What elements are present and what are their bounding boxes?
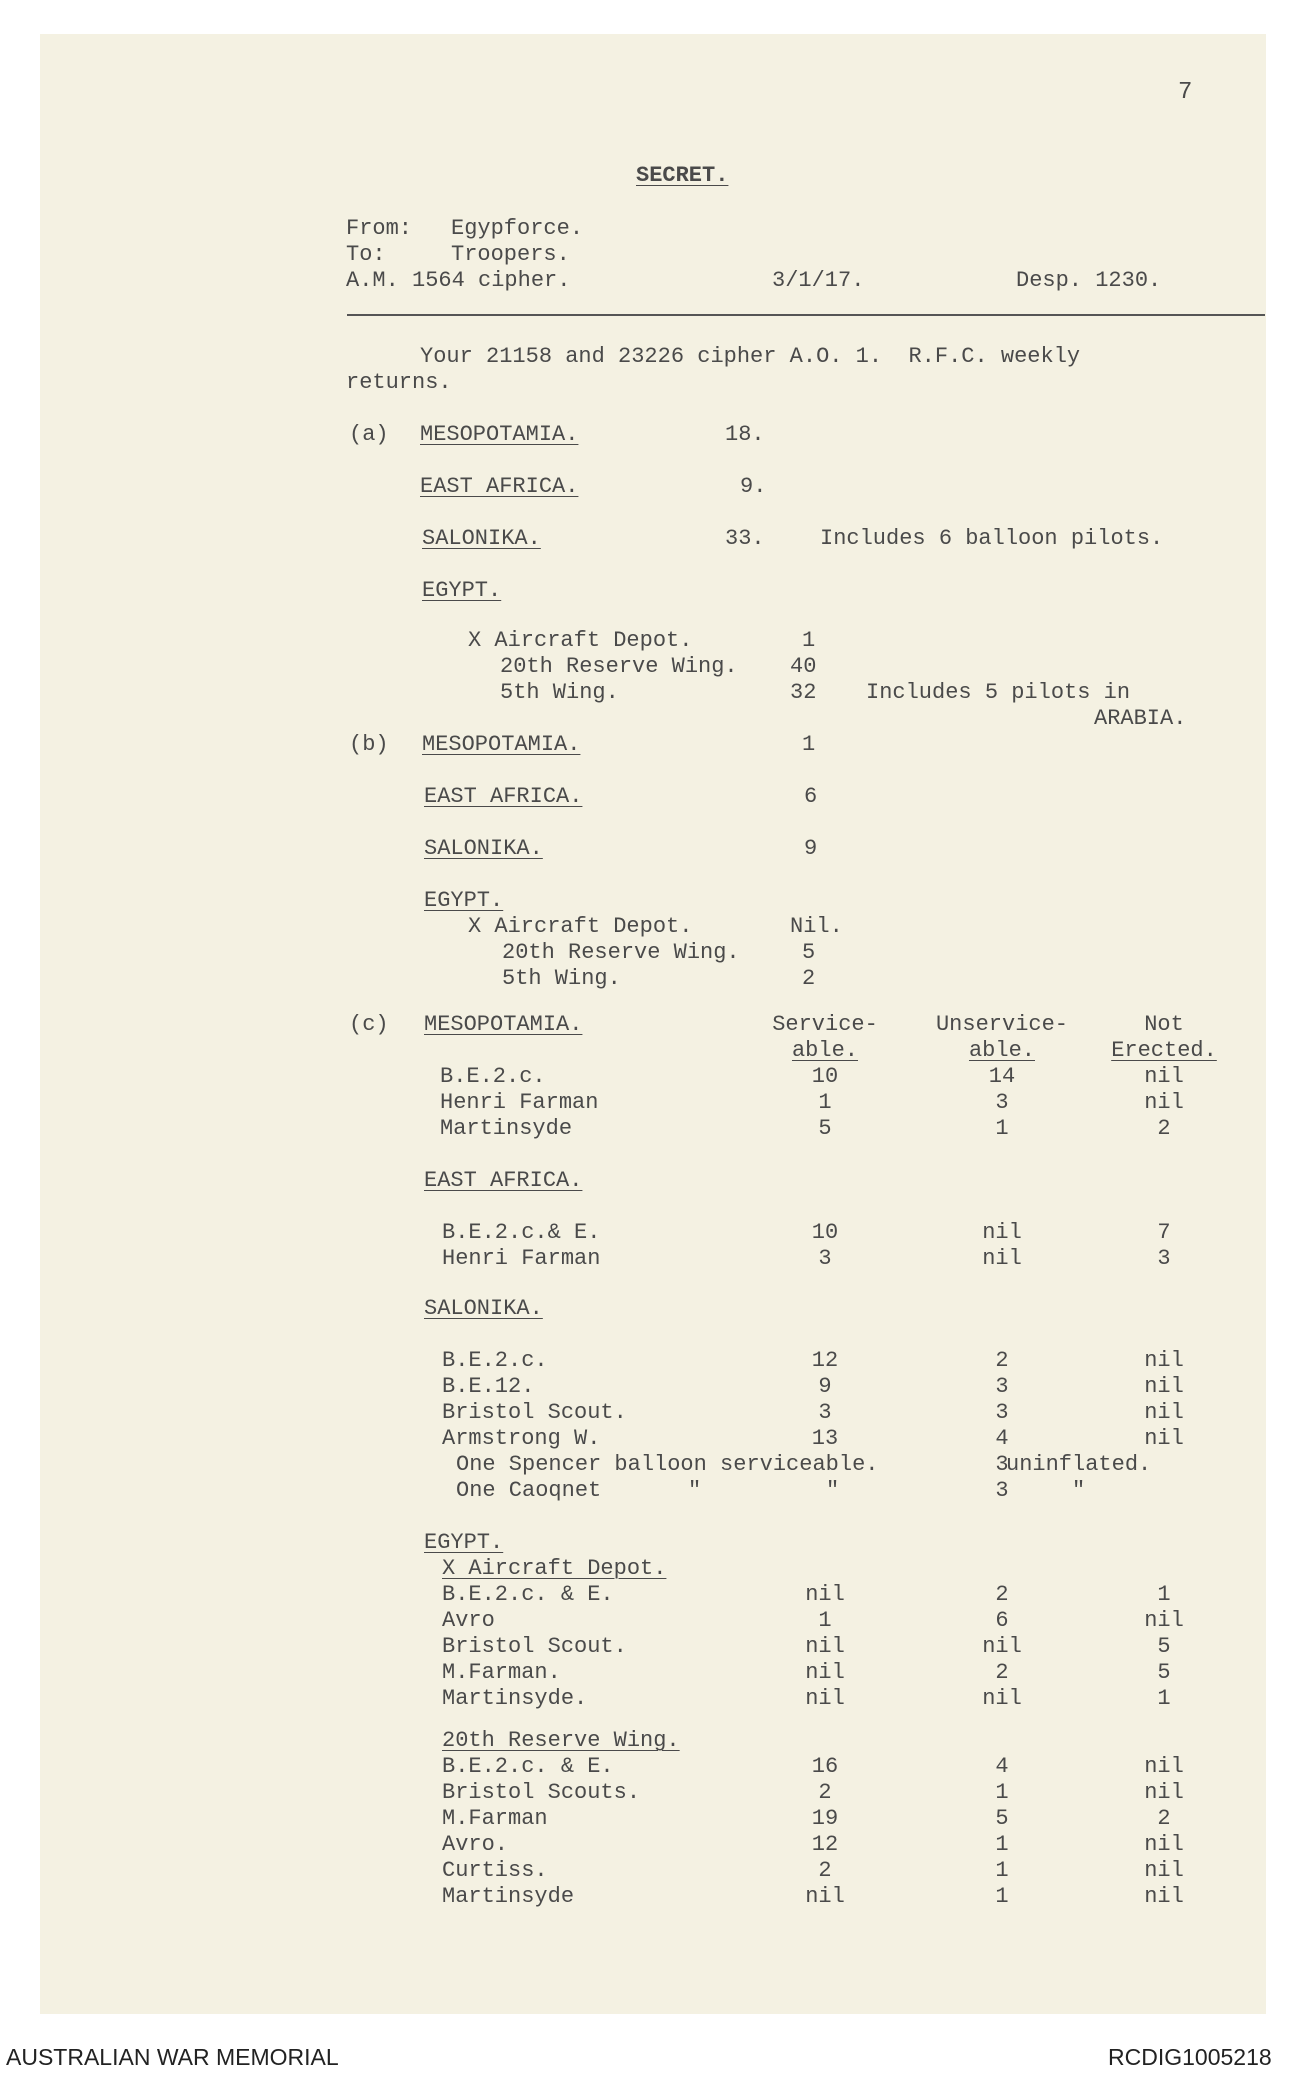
a-egypt-item-name: X Aircraft Depot. (468, 628, 693, 653)
table-cell-not-erected: 1 (1157, 1582, 1171, 1607)
table-row-name: B.E.2.c. & E. (442, 1754, 614, 1779)
table-row-name: Armstrong W. (442, 1426, 601, 1451)
b-egypt-item-name: 5th Wing. (502, 966, 621, 991)
a-salonika-value: 33. (725, 526, 765, 551)
footer-record-id: RCDIG1005218 (1108, 2044, 1272, 2070)
table-cell-unserviceable: 4 (995, 1426, 1009, 1451)
table-cell-not-erected: 1 (1157, 1686, 1171, 1711)
table-row-name: B.E.12. (442, 1374, 535, 1399)
table-cell-not-erected: nil (1144, 1090, 1184, 1115)
balloon-line-1-count: 3 (995, 1452, 1009, 1477)
intro-line-1: Your 21158 and 23226 cipher A.O. 1. R.F.C. weekly (420, 344, 1081, 369)
b-egypt-label: EGYPT. (424, 888, 504, 913)
b-east-africa-label: EAST AFRICA. (424, 784, 583, 809)
balloon-line-2-count: 3 (995, 1478, 1009, 1503)
page-number: 7 (1178, 79, 1193, 106)
table-cell-unserviceable: 2 (995, 1348, 1009, 1373)
table-cell-unserviceable: 3 (995, 1090, 1009, 1115)
table-cell-not-erected: nil (1144, 1348, 1184, 1373)
table-row-name: Avro. (442, 1832, 509, 1857)
table-cell-serviceable: nil (805, 1582, 845, 1607)
balloon-line-1-note: uninflated. (1006, 1452, 1152, 1477)
col-unserviceable-header-2: able. (968, 1038, 1035, 1063)
table-cell-unserviceable: 1 (995, 1780, 1009, 1805)
balloon-line-2-name: One Caoqnet (456, 1478, 602, 1503)
a-east-africa-value: 9. (740, 474, 767, 499)
document-sheet (40, 34, 1266, 2014)
table-cell-unserviceable: 5 (995, 1806, 1009, 1831)
b-egypt-item-value: 5 (802, 940, 816, 965)
table-cell-unserviceable: nil (982, 1686, 1022, 1711)
table-cell-serviceable: 9 (818, 1374, 832, 1399)
table-cell-serviceable: 3 (818, 1246, 832, 1271)
balloon-line-1-text: One Spencer balloon serviceable. (456, 1452, 879, 1477)
c-egypt-reserve-label: 20th Reserve Wing. (442, 1728, 680, 1753)
table-row-name: Martinsyde (440, 1116, 573, 1141)
to-label: To: (346, 242, 386, 267)
table-cell-serviceable: 2 (818, 1858, 832, 1883)
a-mesopotamia-label: MESOPOTAMIA. (420, 422, 579, 447)
ditto-mark: " (688, 1478, 702, 1503)
col-serviceable-header-2: able. (791, 1038, 858, 1063)
table-cell-serviceable: 12 (811, 1832, 839, 1857)
table-cell-serviceable: 1 (818, 1608, 832, 1633)
table-cell-unserviceable: 6 (995, 1608, 1009, 1633)
table-cell-not-erected: nil (1144, 1608, 1184, 1633)
table-row-name: B.E.2.c.& E. (442, 1220, 601, 1245)
col-unserviceable-header-1: Unservice- (935, 1012, 1069, 1037)
table-cell-not-erected: 2 (1157, 1806, 1171, 1831)
a-egypt-item-value: 1 (802, 628, 816, 653)
table-cell-unserviceable: nil (982, 1634, 1022, 1659)
table-cell-not-erected: 2 (1157, 1116, 1171, 1141)
table-row-name: Henri Farman (440, 1090, 599, 1115)
a-egypt-note-line-2: ARABIA. (1094, 706, 1187, 731)
table-cell-serviceable: 12 (811, 1348, 839, 1373)
table-row-name: B.E.2.c. & E. (442, 1582, 614, 1607)
ditto-mark: " (826, 1478, 840, 1503)
table-row-name: Bristol Scout. (442, 1634, 627, 1659)
a-egypt-item-name: 5th Wing. (500, 680, 619, 705)
table-cell-serviceable: nil (805, 1884, 845, 1909)
table-row-name: Avro (442, 1608, 495, 1633)
a-egypt-label: EGYPT. (422, 578, 502, 603)
table-cell-not-erected: 5 (1157, 1660, 1171, 1685)
section-a-marker: (a) (349, 422, 389, 447)
classification-heading: SECRET. (636, 163, 729, 188)
table-cell-not-erected: nil (1144, 1780, 1184, 1805)
table-cell-unserviceable: 2 (995, 1660, 1009, 1685)
a-salonika-label: SALONIKA. (422, 526, 541, 551)
a-egypt-item-value: 32 (790, 680, 817, 705)
a-salonika-note: Includes 6 balloon pilots. (820, 526, 1164, 551)
table-cell-unserviceable: 1 (995, 1116, 1009, 1141)
table-cell-serviceable: nil (805, 1634, 845, 1659)
table-cell-unserviceable: 3 (995, 1400, 1009, 1425)
a-egypt-item-name: 20th Reserve Wing. (500, 654, 738, 679)
table-cell-unserviceable: 1 (995, 1832, 1009, 1857)
c-egypt-depot-label: X Aircraft Depot. (442, 1556, 667, 1581)
table-row-name: Bristol Scout. (442, 1400, 627, 1425)
table-row-name: M.Farman (442, 1806, 548, 1831)
table-cell-serviceable: 10 (811, 1064, 839, 1089)
table-cell-serviceable: 16 (811, 1754, 839, 1779)
message-date: 3/1/17. (772, 268, 865, 293)
header-divider (347, 314, 1265, 316)
am-reference: A.M. 1564 cipher. (346, 268, 571, 293)
table-cell-serviceable: nil (805, 1660, 845, 1685)
c-mesopotamia-label: MESOPOTAMIA. (424, 1012, 583, 1037)
a-east-africa-label: EAST AFRICA. (420, 474, 579, 499)
table-cell-not-erected: nil (1144, 1754, 1184, 1779)
col-not-erected-header-1: Not (1144, 1012, 1184, 1037)
b-egypt-item-value: 2 (802, 966, 816, 991)
table-cell-not-erected: nil (1144, 1884, 1184, 1909)
table-row-name: Bristol Scouts. (442, 1780, 641, 1805)
table-cell-serviceable: 5 (818, 1116, 832, 1141)
b-east-africa-value: 6 (804, 784, 818, 809)
table-row-name: B.E.2.c. (440, 1064, 546, 1089)
table-cell-not-erected: 5 (1157, 1634, 1171, 1659)
section-b-marker: (b) (349, 732, 389, 757)
table-cell-unserviceable: 1 (995, 1858, 1009, 1883)
b-egypt-item-value: Nil. (790, 914, 843, 939)
table-cell-not-erected: nil (1144, 1426, 1184, 1451)
section-c-marker: (c) (349, 1012, 389, 1037)
table-cell-not-erected: nil (1144, 1064, 1184, 1089)
table-row-name: B.E.2.c. (442, 1348, 548, 1373)
b-salonika-value: 9 (804, 836, 818, 861)
col-serviceable-header-1: Service- (772, 1012, 878, 1037)
table-cell-not-erected: nil (1144, 1400, 1184, 1425)
footer-institution: AUSTRALIAN WAR MEMORIAL (6, 2044, 339, 2070)
table-cell-unserviceable: 3 (995, 1374, 1009, 1399)
table-cell-unserviceable: 2 (995, 1582, 1009, 1607)
a-egypt-note-line-1: Includes 5 pilots in (866, 680, 1131, 705)
c-east-africa-label: EAST AFRICA. (424, 1168, 583, 1193)
table-row-name: Martinsyde. (442, 1686, 588, 1711)
table-cell-serviceable: 1 (818, 1090, 832, 1115)
table-cell-not-erected: nil (1144, 1858, 1184, 1883)
table-row-name: Martinsyde (442, 1884, 575, 1909)
table-cell-serviceable: 10 (811, 1220, 839, 1245)
from-value: Egypforce. (451, 216, 584, 241)
col-not-erected-header-2: Erected. (1111, 1038, 1217, 1063)
table-cell-serviceable: 13 (811, 1426, 839, 1451)
to-value: Troopers. (451, 242, 570, 267)
b-salonika-label: SALONIKA. (424, 836, 543, 861)
c-egypt-label: EGYPT. (424, 1530, 504, 1555)
table-cell-unserviceable: 1 (995, 1884, 1009, 1909)
b-egypt-item-name: X Aircraft Depot. (468, 914, 693, 939)
table-cell-unserviceable: nil (982, 1246, 1022, 1271)
intro-line-2: returns. (346, 370, 452, 395)
table-cell-not-erected: 7 (1157, 1220, 1171, 1245)
table-row-name: Henri Farman (442, 1246, 601, 1271)
from-label: From: (346, 216, 413, 241)
table-cell-not-erected: nil (1144, 1374, 1184, 1399)
table-cell-serviceable: nil (805, 1686, 845, 1711)
c-salonika-label: SALONIKA. (424, 1296, 543, 1321)
a-mesopotamia-value: 18. (725, 422, 765, 447)
table-cell-serviceable: 19 (811, 1806, 839, 1831)
table-cell-unserviceable: 14 (988, 1064, 1016, 1089)
a-egypt-item-value: 40 (790, 654, 817, 679)
table-cell-serviceable: 2 (818, 1780, 832, 1805)
b-egypt-item-name: 20th Reserve Wing. (502, 940, 740, 965)
table-cell-unserviceable: nil (982, 1220, 1022, 1245)
table-row-name: Curtiss. (442, 1858, 548, 1883)
table-row-name: M.Farman. (442, 1660, 561, 1685)
table-cell-not-erected: 3 (1157, 1246, 1171, 1271)
b-mesopotamia-value: 1 (802, 732, 816, 757)
table-cell-serviceable: 3 (818, 1400, 832, 1425)
b-mesopotamia-label: MESOPOTAMIA. (422, 732, 581, 757)
despatch-time: Desp. 1230. (1016, 268, 1162, 293)
table-cell-unserviceable: 4 (995, 1754, 1009, 1779)
ditto-mark: " (1072, 1478, 1086, 1503)
table-cell-not-erected: nil (1144, 1832, 1184, 1857)
